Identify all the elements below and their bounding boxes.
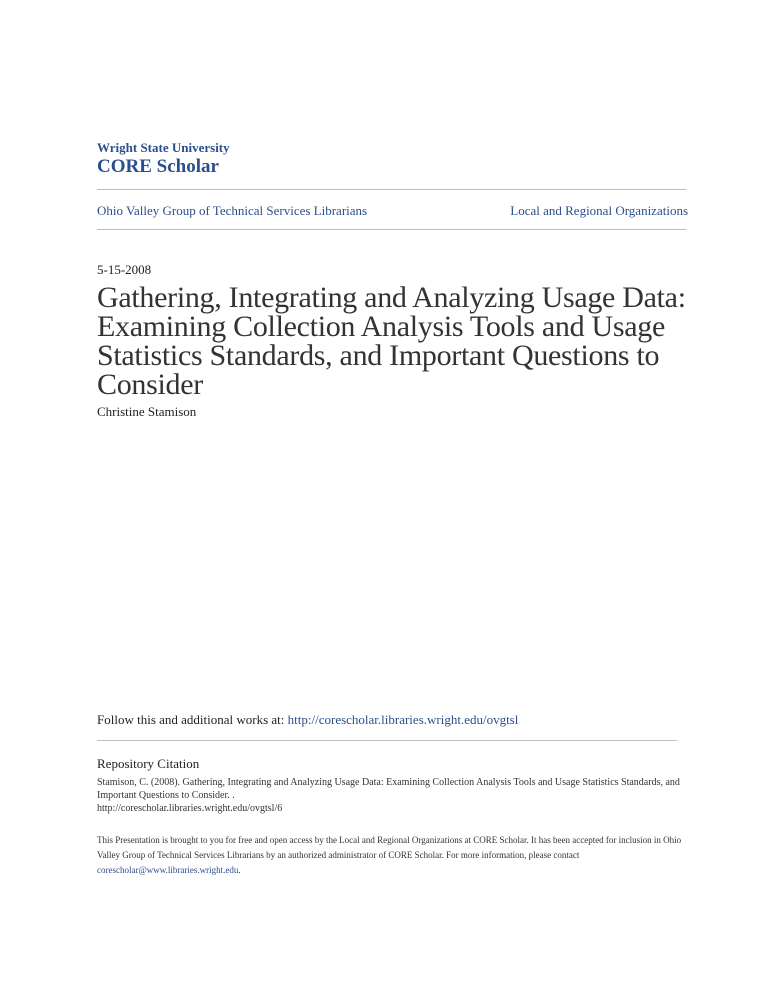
document-title: Gathering, Integrating and Analyzing Usage Data: Examining Collection Analysis Tools and Usage Statistics Standards, and Important Questions to Consider [97,281,686,401]
citation-heading: Repository Citation [97,756,200,771]
author-name: Christine Stamison [97,404,197,419]
follow-url-link[interactable]: http://corescholar.libraries.wright.edu/ovgtsl [287,712,519,727]
publication-date: 5-15-2008 [97,262,152,277]
access-notice [97,833,687,878]
citation-body: Stamison, C. (2008). Gathering, Integrating and Analyzing Usage Data: Examining Collection Analysis Tools and Usage Statistics Standards, and Important Questions to Consider. . [97,777,680,801]
citation-divider [97,740,677,741]
bottom-divider [97,229,686,230]
repository-name[interactable]: CORE Scholar [97,156,219,177]
series-link[interactable]: Ohio Valley Group of Technical Services Librarians [97,203,368,218]
notice-end: . [238,865,241,875]
institution-name: Wright State University [97,140,230,155]
follow-line [97,712,518,728]
notice-text: This Presentation is brought to you for free and open access by the Local and Regional Organizations at CORE Scholar. It has been accepted for inclusion in Ohio Valley Group of Technical Services Librarians by an authorized administrator of CORE Scholar. For more information, please contact [97,835,682,860]
top-divider [97,189,686,190]
contact-email-link[interactable]: corescholar@www.libraries.wright.edu [97,865,239,875]
follow-prefix: Follow this and additional works at: [97,712,288,727]
citation-url: http://corescholar.libraries.wright.edu/ovgtsl/6 [97,803,283,814]
parent-collection-link[interactable]: Local and Regional Organizations [510,203,688,218]
citation-text [97,776,687,815]
